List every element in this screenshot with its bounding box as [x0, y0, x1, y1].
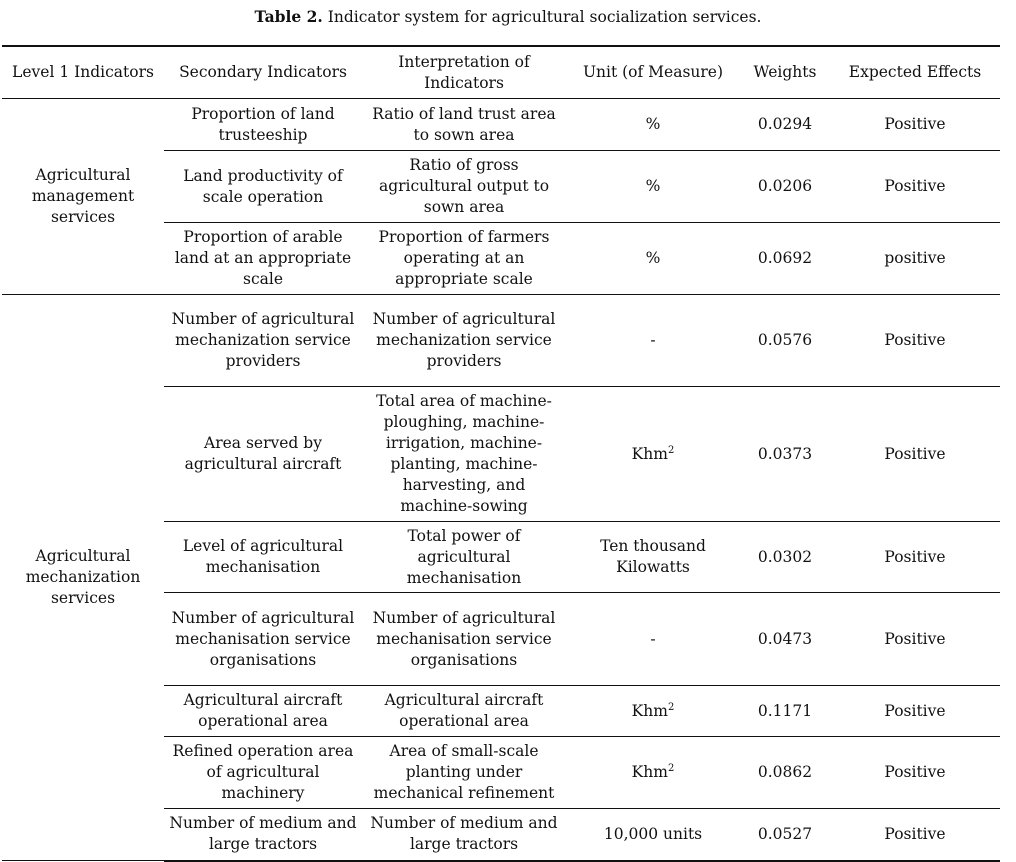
effect-cell: Positive [830, 99, 1000, 151]
unit-cell [566, 151, 740, 223]
secondary-cell: Level of agricultural mechanisation [164, 522, 362, 593]
secondary-cell: Proportion of arable land at an appropriate scale [164, 223, 362, 295]
unit-text: % [645, 249, 661, 267]
interpretation-cell: Number of medium and large tractors [362, 809, 566, 861]
interpretation-cell: Proportion of farmers operating at an appropriate scale [362, 223, 566, 295]
header-effects: Expected Effects [830, 46, 1000, 99]
unit-text: Ten thousand Kilowatts [600, 537, 706, 576]
secondary-cell: Number of agricultural mechanisation service organisations [164, 593, 362, 686]
header-unit: Unit (of Measure) [566, 46, 740, 99]
effect-cell: Positive [830, 151, 1000, 223]
interpretation-cell: Number of agricultural mechanisation service organisations [362, 593, 566, 686]
effect-cell: Positive [830, 809, 1000, 861]
secondary-cell: Agricultural aircraft operational area [164, 686, 362, 737]
level1-cell: Agricultural mechanization services [2, 295, 164, 861]
interpretation-cell: Agricultural aircraft operational area [362, 686, 566, 737]
unit-superscript: 2 [667, 701, 675, 713]
weight-cell: 0.0302 [740, 522, 830, 593]
unit-text: % [645, 177, 661, 195]
unit-cell [566, 686, 740, 737]
weight-cell: 0.1171 [740, 686, 830, 737]
table-caption [0, 6, 1016, 28]
table-title: Indicator system for agricultural socialization services. [327, 8, 762, 26]
interpretation-cell: Number of agricultural mechanization service providers [362, 295, 566, 387]
header-weights: Weights [740, 46, 830, 99]
unit-cell [566, 809, 740, 861]
effect-cell: Positive [830, 295, 1000, 387]
table-label: Table 2. [254, 7, 323, 26]
effect-cell: Positive [830, 522, 1000, 593]
unit-cell [566, 387, 740, 522]
unit-text: - [650, 331, 656, 349]
unit-cell [566, 223, 740, 295]
weight-cell: 0.0206 [740, 151, 830, 223]
secondary-cell: Refined operation area of agricultural machinery [164, 737, 362, 809]
effect-cell: Positive [830, 737, 1000, 809]
interpretation-cell: Area of small-scale planting under mechanical refinement [362, 737, 566, 809]
unit-text: Khm [631, 444, 668, 463]
weight-cell: 0.0527 [740, 809, 830, 861]
unit-text: Khm [631, 701, 668, 720]
weight-cell: 0.0294 [740, 99, 830, 151]
table-row [2, 99, 1000, 151]
effect-cell: Positive [830, 593, 1000, 686]
unit-text: 10,000 units [603, 824, 703, 843]
indicator-table [2, 45, 1000, 862]
table-row [2, 295, 1000, 387]
weight-cell: 0.0862 [740, 737, 830, 809]
effect-cell: Positive [830, 686, 1000, 737]
weight-cell: 0.0692 [740, 223, 830, 295]
unit-text: - [650, 629, 656, 648]
effect-cell: positive [830, 223, 1000, 295]
unit-cell [566, 593, 740, 686]
unit-cell [566, 295, 740, 387]
weight-cell: 0.0373 [740, 387, 830, 522]
unit-superscript: 2 [667, 763, 675, 774]
secondary-cell: Proportion of land trusteeship [164, 99, 362, 151]
secondary-cell: Number of medium and large tractors [164, 809, 362, 861]
unit-cell [566, 522, 740, 593]
unit-text: Khm [631, 763, 668, 781]
level1-cell: Agricultural management services [2, 99, 164, 295]
interpretation-cell: Ratio of gross agricultural output to sown area [362, 151, 566, 223]
interpretation-cell: Total power of agricultural mechanisation [362, 522, 566, 593]
weight-cell: 0.0473 [740, 593, 830, 686]
header-level1: Level 1 Indicators [2, 46, 164, 99]
interpretation-cell: Total area of machine-ploughing, machine-irrigation, machine-planting, machine-harvesting, and machine-sowing [362, 387, 566, 522]
unit-cell [566, 737, 740, 809]
header-row [2, 46, 1000, 99]
unit-cell [566, 99, 740, 151]
header-secondary: Secondary Indicators [164, 46, 362, 99]
secondary-cell: Area served by agricultural aircraft [164, 387, 362, 522]
interpretation-cell: Ratio of land trust area to sown area [362, 99, 566, 151]
weight-cell: 0.0576 [740, 295, 830, 387]
effect-cell: Positive [830, 387, 1000, 522]
secondary-cell: Land productivity of scale operation [164, 151, 362, 223]
secondary-cell: Number of agricultural mechanization service providers [164, 295, 362, 387]
header-interpretation: Interpretation of Indicators [362, 46, 566, 99]
unit-text: % [645, 115, 661, 133]
unit-superscript: 2 [667, 444, 675, 456]
